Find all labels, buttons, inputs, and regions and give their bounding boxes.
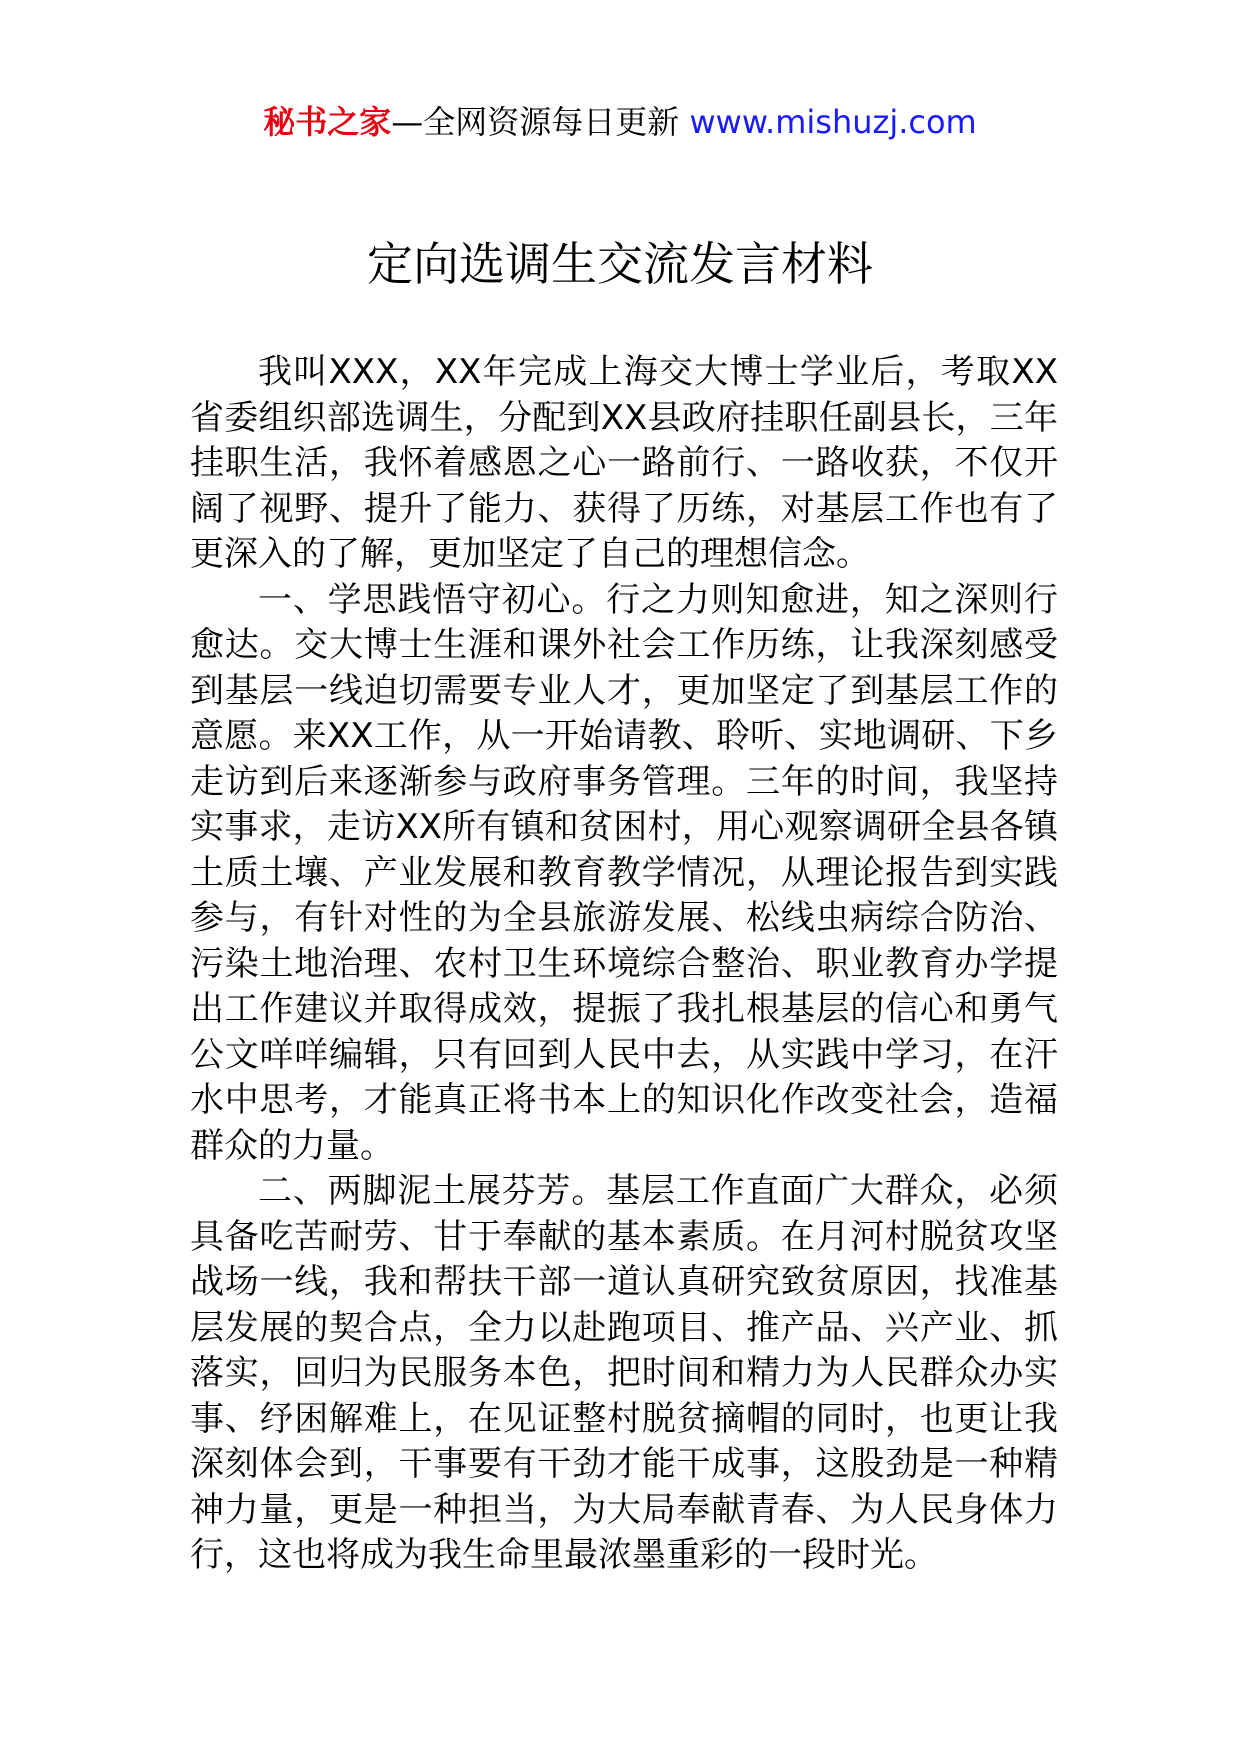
document-body (190, 350, 1058, 1579)
brand-name: 秘书之家 (263, 103, 392, 141)
banner-tagline: —全网资源每日更新 (391, 103, 680, 141)
paragraph-section-1: 一、学思践悟守初心。行之力则知愈进，知之深则行愈达。交大博士生涯和课外社会工作历练，让我深刻感受到基层一线迫切需要专业人才，更加坚定了到基层工作的意愿。来XX工作，从一开始请教、聆听、实地调研、下乡走访到后来逐渐参与政府事务管理。三年的时间，我坚持实事求，走访XX所有镇和贫困村，用心观察调研全县各镇土质土壤、产业发展和教育教学情况，从理论报告到实践参与，有针对性的为全县旅游发展、松线虫病综合防治、污染土地治理、农村卫生环境综合整治、职业教育办学提出工作建议并取得成效，提振了我扎根基层的信心和勇气公文咩咩编辑，只有回到人民中去，从实践中学习，在汗水中思考，才能真正将书本上的知识化作改变社会，造福群众的力量。 (190, 579, 1058, 1166)
paragraph-section-2: 二、两脚泥土展芬芳。基层工作直面广大群众，必须具备吃苦耐劳、甘于奉献的基本素质。在月河村脱贫攻坚战场一线，我和帮扶干部一道认真研究致贫原因，找准基层发展的契合点，全力以赴跑项目、推产品、兴产业、抓落实，回归为民服务本色，把时间和精力为人民群众办实事、纾困解难上，在见证整村脱贫摘帽的同时，也更让我深刻体会到，干事要有干劲才能干成事，这股劲是一种精神力量，更是一种担当，为大局奉献青春、为人民身体力行，这也将成为我生命里最浓墨重彩的一段时光。 (190, 1171, 1058, 1575)
document-title: 定向选调生交流发言材料 (367, 237, 873, 291)
site-banner (0, 100, 1240, 144)
site-url-link[interactable]: www.mishuzj.com (689, 103, 977, 141)
paragraph-intro: 我叫XXX，XX年完成上海交大博士学业后，考取XX省委组织部选调生，分配到XX县政府挂职任副县长，三年挂职生活，我怀着感恩之心一路前行、一路收获，不仅开阔了视野、提升了能力、获得了历练，对基层工作也有了更深入的了解，更加坚定了自己的理想信念。 (190, 352, 1058, 574)
